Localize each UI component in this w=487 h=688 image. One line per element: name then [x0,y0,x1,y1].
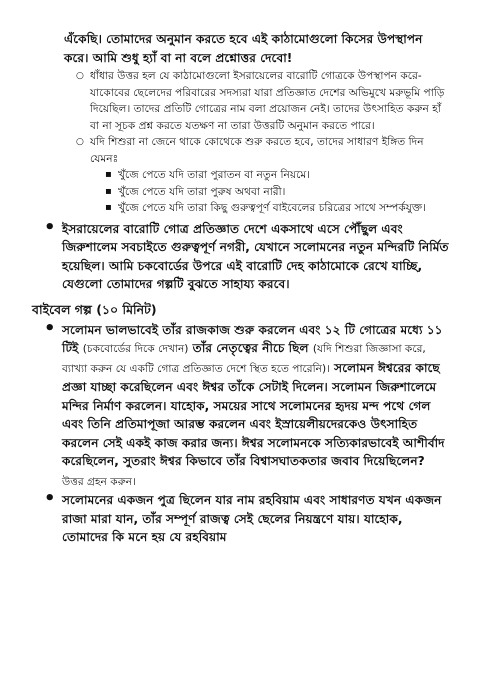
bullet-list-tribes [62,220,449,294]
hint-item: ▪ খুঁজে পেতে যদি তারা পুরাতন বা নতুন নিয়মে। [104,167,449,184]
story-list [62,321,449,547]
sub-item-answer: ○ ধাঁধার উত্তর হল যে কাঠামোগুলো ইসরায়েলের বারোটি গোত্রকে উপস্থাপন করে- যাকোবের ছেলেদের পরিবারের সদস্যরা যারা প্রতিজ্ঞাত দেশের অভিমুখে মরুভূমি পাড়ি দিয়েছিল। তাদের প্রতিটি গোত্রের নাম বলা প্রয়োজন নেই। তাদের উৎসাহিত করুন হাঁ বা না সূচক প্রশ্ন করতে যতক্ষণ না তারা উত্তরটি অনুমান করতে পারে। [76,68,449,134]
bullet-tribes: • ইসরায়েলের বারোটি গোত্র প্রতিজ্ঞাত দেশে একসাথে এসে পৌঁছুল এবং জিরুশালেম সবচাইতে গুরুত্বপূর্ণ নগরী, যেখানে সলোমনের নতুন মন্দিরটি নির্মিত হয়েছিল। আমি চকবোর্ডের উপরে এই বারোটি দেহ কাঠামোকে রেখে যাচ্ছি, যেগুলো তোমাদের গল্পটি বুঝতে সাহায্য করবে। [62,220,449,294]
section-heading: বাইবেল গল্প (১০ মিনিট) [32,301,157,317]
story-paragraph-1 [62,321,449,492]
story-note-chalkboard: (চকবোর্ডের দিকে দেখান) [82,343,189,355]
intro-paragraph: এঁকেছি। তোমাদের অনুমান করতে হবে এই কাঠামোগুলো কিসের উপস্থাপন করে। আমি শুধু হ্যাঁ বা না বলে প্রশ্নোত্তর দেবো! [64,32,423,65]
story-text-c: সলোমন ঈশ্বরের কাছে প্রজ্ঞা যাচ্ছা করেছিলেন এবং ঈশ্বর তাঁকে সেটাই দিলেন। সলোমন জিরুশালেমে মন্দির নির্মাণ করলেন। যাহোক, সময়ের সাথে সলোমনের হৃদয় মন্দ পথে গেল এবং তিনি প্রতিমাপূজা আরম্ভ করলেন এবং ইস্রায়েলীয়দেরকেও উৎসাহিত করলেন সেই একই কাজ করার জন্য। ঈশ্বর সলোমনকে সত্যিকারভাবেই আশীর্বাদ করেছিলেন, সুতরাং ঈশ্বর কিভাবে তাঁর বিশ্বাসঘাতকতার জবাব দিয়েছিলেন? [62,360,445,468]
sub-list [76,68,449,217]
hint-item: ▪ খুঁজে পেতে যদি তারা কিছু গুরুত্বপূর্ণ বাইবেলের চরিত্রের সাথে সম্পর্কযুক্ত। [104,200,449,217]
hint-list [104,167,449,217]
story-text-b: তাঁর নেতৃত্বের নীচে ছিল [188,341,313,355]
sub-item-hint-text: যদি শিশুরা না জেনে থাকে কোথেকে শুরু করতে হবে, তাদের সাধারণ ইঙ্গিত দিন যেমনঃ [90,136,424,165]
story-text-a: সলোমন ভালভাবেই তাঁর রাজকাজ শুরু করলেন এবং ১২ টি গোত্রের মধ্যে ১১ টিই [62,322,443,355]
story-paragraph-2: • সলোমনের একজন পুত্র ছিলেন যার নাম রহবিয়াম এবং সাধারণত যখন একজন রাজা মারা যান, তাঁর সম্পূর্ণ রাজত্ব সেই ছেলের নিয়ন্ত্রণে যায়। যাহোক, তোমাদের কি মনে হয় যে রহবিয়াম [62,491,449,547]
hint-item: ▪ খুঁজে পেতে যদি তারা পুরুষ অথবা নারী। [104,184,449,201]
story-note-answers: উত্তর গ্রহন করুন। [62,475,136,488]
sub-item-hint-intro [76,134,449,217]
story-note-tribe: (যদি শিশুরা জিজ্ঞাসা করে, ব্যাখ্যা করুন যে একটি গোত্র প্রতিজ্ঞাত দেশে স্থিত হতে পারেনি)। [62,343,426,375]
